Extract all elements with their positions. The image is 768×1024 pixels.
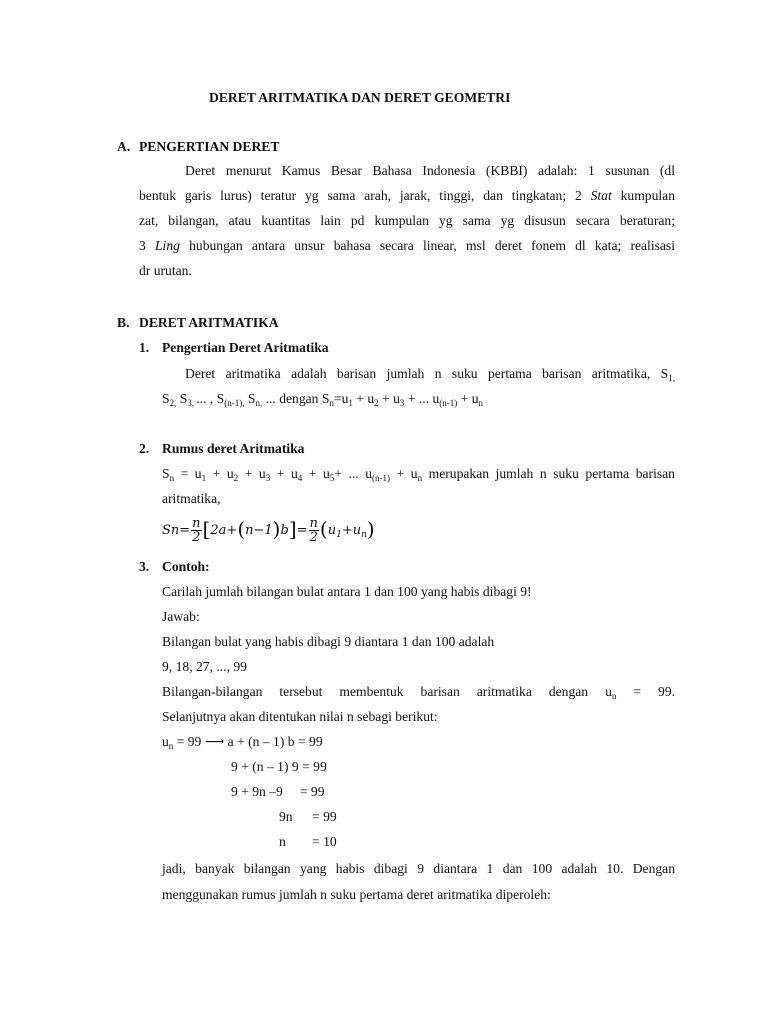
conclusion-line: jadi, banyak bilangan yang habis dibagi 9 diantara 1 dan 100 adalah 10. Dengan [162,861,675,876]
equation-step-3: 9 + 9n –9 = 99 [231,784,325,799]
equation-step-2: 9 + (n – 1) 9 = 99 [231,759,327,774]
definition-line-2: $S_{2,}$ $S_{3,}$ ... , $S_{(n-1),}$ $S_{n,}$ ... dengan $S_n=u_1 + u_2 + u_3$ + ... $u_{(n-1)} + u_n$ [162,391,484,408]
example-line: Bilangan bulat yang habis dibagi 9 diantara 1 dan 100 adalah [162,634,495,649]
example-line: Bilangan-bilangan tersebut membentuk barisan aritmatika dengan $u_n = 99$. [162,684,675,701]
paragraph-line: Deret menurut Kamus Besar Bahasa Indonesia (KBBI) adalah: 1 susunan (dl [185,163,675,178]
example-sequence: 9, 18, 27, ..., 99 [162,659,247,674]
subsection-3-num: 3. [139,559,150,574]
definition-line: Deret aritmatika adalah barisan jumlah n suku pertama barisan aritmatika, $S_{1,}$ [185,366,675,383]
subsection-2-title: Rumus deret Aritmatika [162,441,305,456]
equation-step-4-rhs: = 99 [312,809,337,824]
section-b-heading: DERET ARITMATIKA [139,315,279,330]
section-a-label: A. [117,139,131,154]
equation-step-5-rhs: = 10 [312,834,337,849]
subsection-3-title: Contoh: [162,559,210,574]
paragraph-line: 3 Ling hubungan antara unsur bahasa secara linear, msl deret fonem dl kata; realisasi [139,238,675,253]
conclusion-line-2: menggunakan rumus jumlah n suku pertama deret aritmatika diperoleh: [162,887,551,902]
section-b-label: B. [117,315,130,330]
equation-step-1: $u_n = 99$ ⟶ a + (n – 1) b = 99 [162,734,323,751]
paragraph-line: bentuk garis lurus) teratur yg sama arah, jarak, tinggi, dan tingkatan; 2 Stat kumpulan [139,188,675,203]
sum-formula: Sn= $\frac{n}{2}$ [2a+(n−1)b]= $\frac{n}{2}$ $(u_1+u_n)$ [162,516,375,545]
subsection-2-num: 2. [139,441,150,456]
paragraph-line: dr urutan. [139,263,192,278]
section-a-heading: PENGERTIAN DERET [139,139,280,154]
formula-line: $S_n = u_1 + u_2 + u_3 + u_4 + u_5+$ ... $u_{(n-1)} + u_n$ merupakan jumlah n suku pertama barisan [162,466,675,483]
subsection-1-num: 1. [139,340,150,355]
example-question: Carilah jumlah bilangan bulat antara 1 dan 100 yang habis dibagi 9! [162,584,532,599]
subsection-1-title: Pengertian Deret Aritmatika [162,340,329,355]
page-title: DERET ARITMATIKA DAN DERET GEOMETRI [209,90,511,105]
formula-line-2: aritmatika, [162,491,221,506]
equation-step-4-lhs: 9n [279,809,293,824]
equation-step-5-lhs: n [279,834,286,849]
paragraph-line: zat, bilangan, atau kuantitas lain pd kumpulan yg sama yg disusun secara beraturan; [139,213,675,228]
example-answer-label: Jawab: [162,609,200,624]
example-line: Selanjutnya akan ditentukan nilai n sebagi berikut: [162,709,438,724]
